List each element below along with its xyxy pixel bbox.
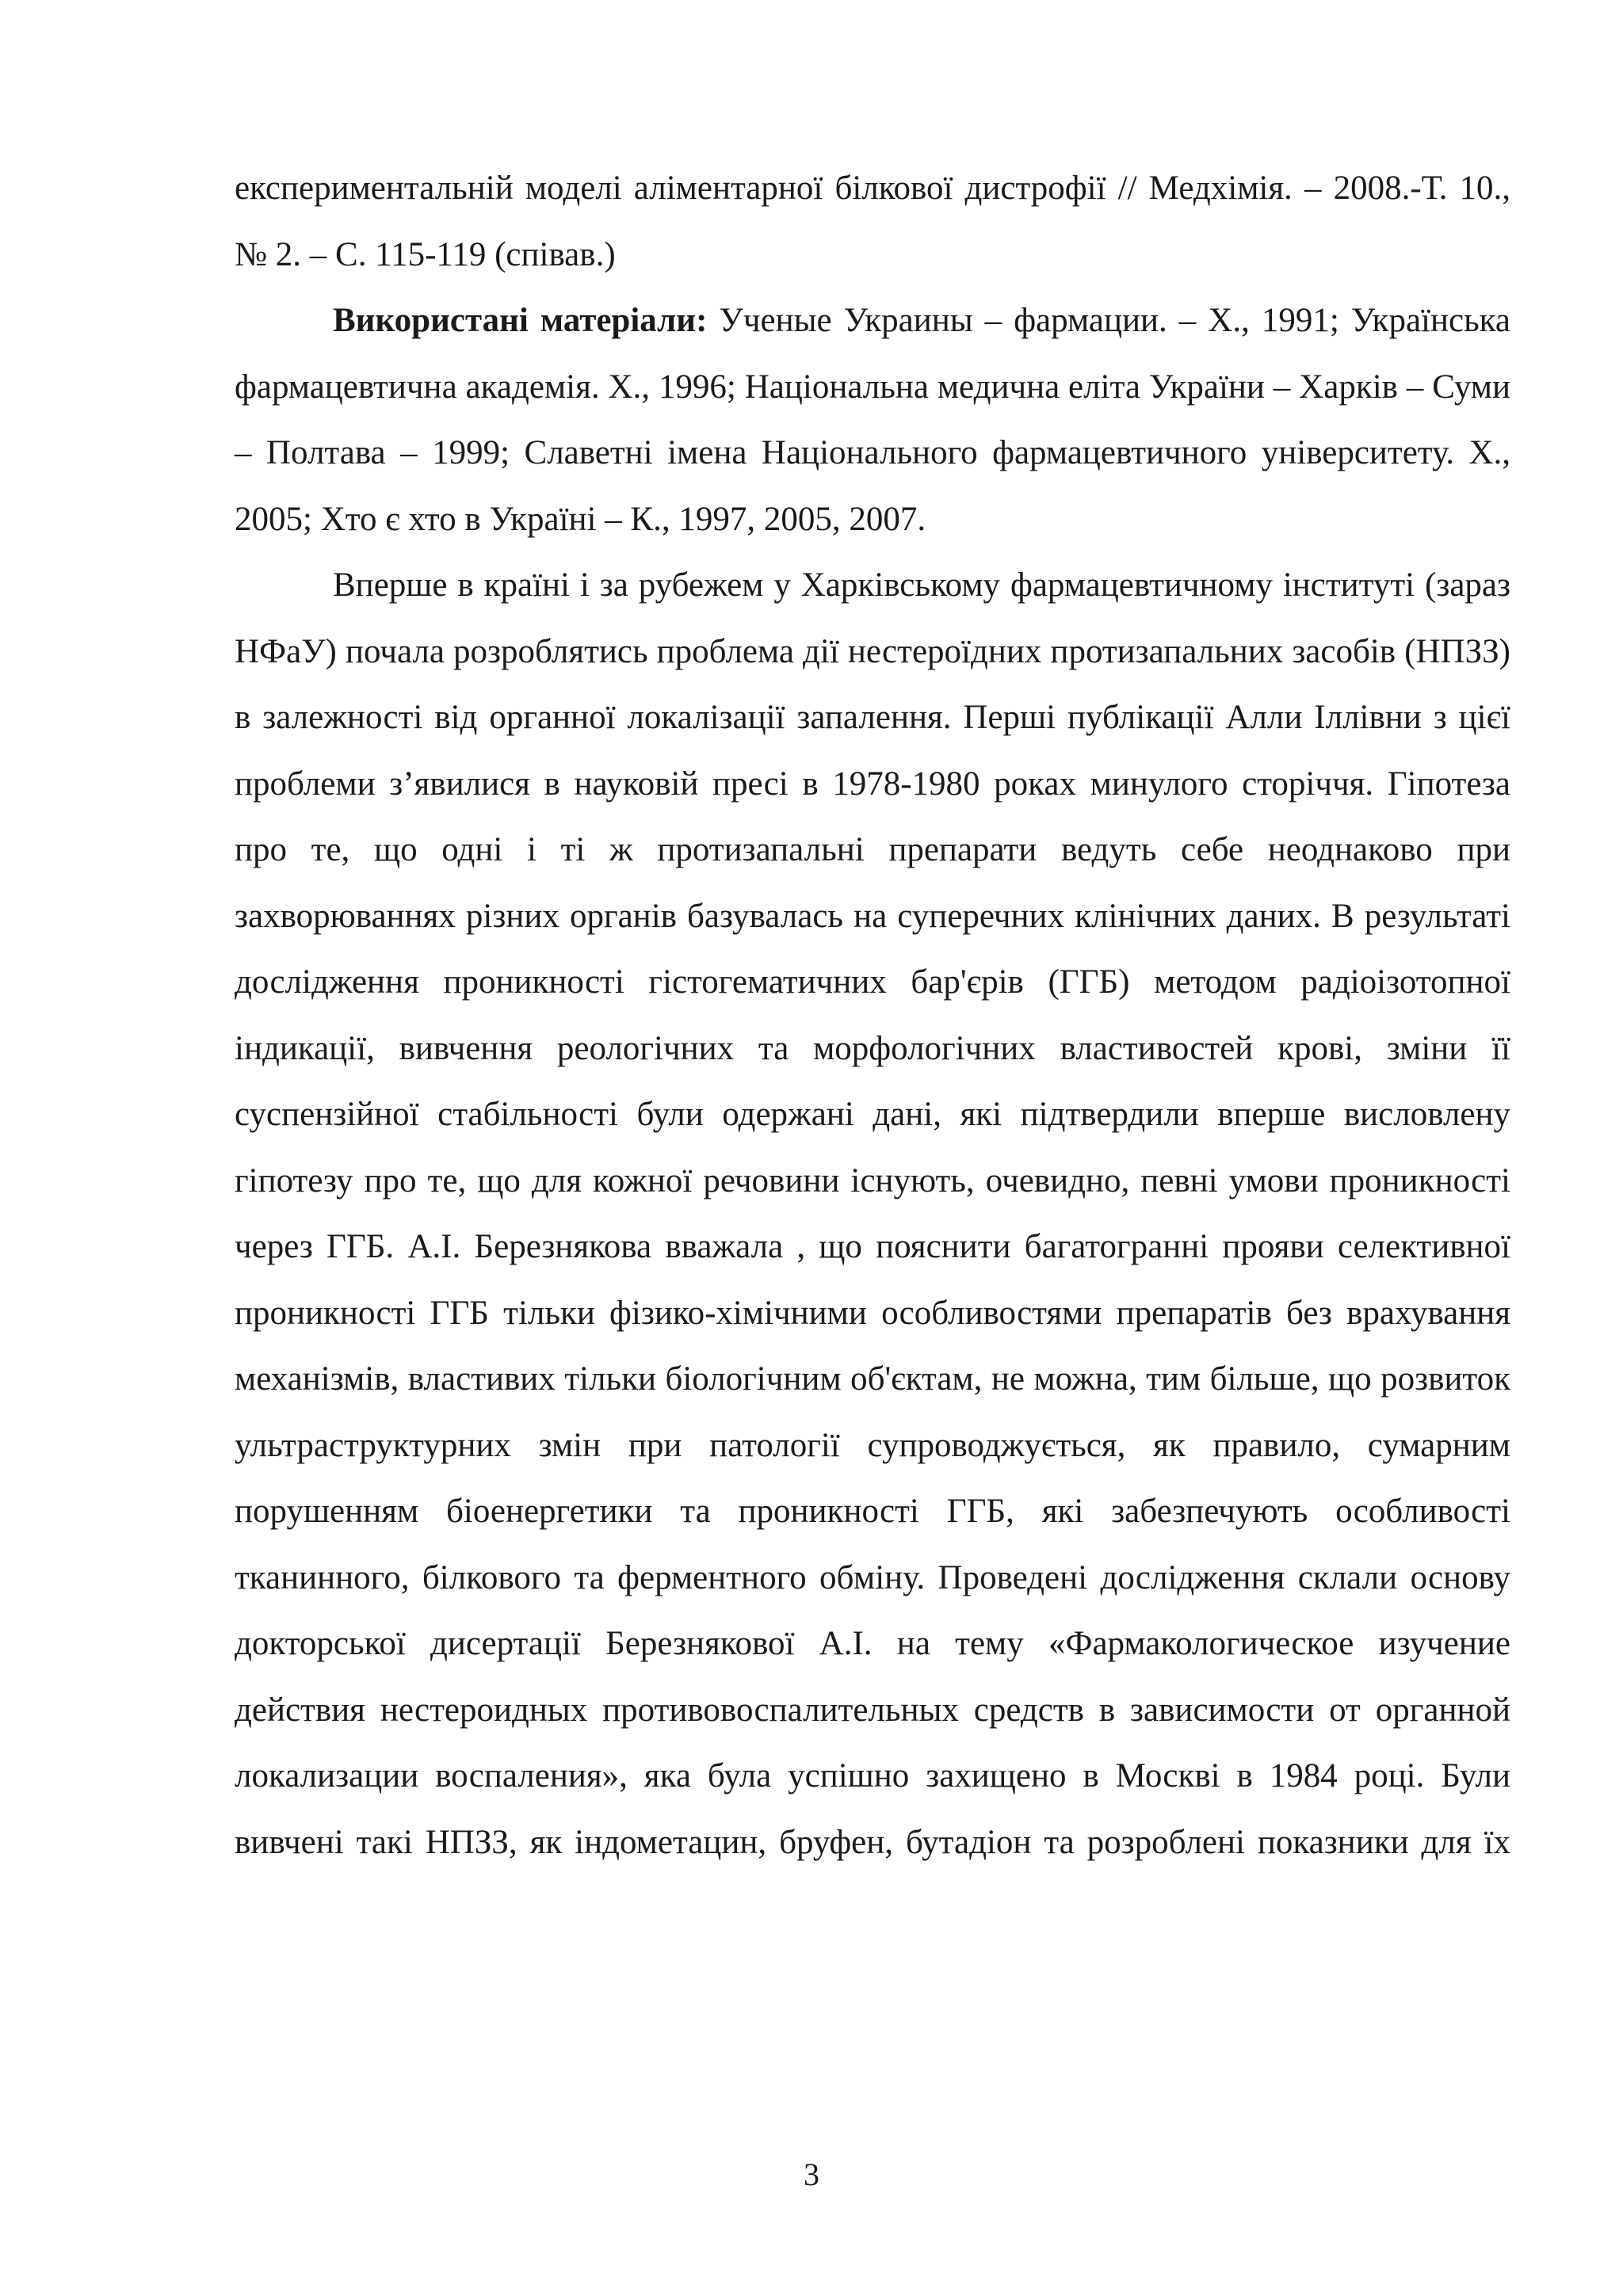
paragraph-sources: [235, 288, 1510, 552]
sources-label: Використані матеріали:: [333, 302, 708, 339]
page-number: 3: [804, 2157, 819, 2192]
document-page: [235, 155, 1510, 1875]
paragraph-reference-continuation: експериментальній моделі аліментарної білкової дистрофії // Медхімія. – 2008.-Т. 10., № 2. – С. 115-119 (співав.): [235, 170, 1510, 273]
paragraph-research: Вперше в країні і за рубежем у Харківському фармацевтичному інституті (зараз НФаУ) почала розроблятись проблема дії нестероїдних протизапальних засобів (НПЗЗ) в залежності від органної локалізації запалення. Перші публікації Алли Іллівни з цієї проблеми з’явилися в науковій пресі в 1978-1980 роках минулого сторіччя. Гіпотеза про те, що одні і ті ж протизапальні препарати ведуть себе неоднаково при захворюваннях різних органів базувалась на суперечних клінічних даних. В результаті дослідження проникності гістогематичних бар'єрів (ГГБ) методом радіоізотопної індикації, вивчення реологічних та морфологічних властивостей крові, зміни її суспензійної стабільності були одержані дані, які підтвердили вперше висловлену гіпотезу про те, що для кожної речовини існують, очевидно, певні умови проникності через ГГБ. А.І. Березнякова вважала , що пояснити багатогранні прояви селективної проникності ГГБ тільки фізико-хімічними особливостями препаратів без врахування механізмів, властивих тільки біологічним об'єктам, не можна, тим більше, що розвиток ультраструктурних змін при патології супроводжується, як правило, сумарним порушенням біоенергетики та проникності ГГБ, які забезпечують особливості тканинного, білкового та ферментного обміну. Проведені дослідження склали основу докторської дисертації Березнякової А.І. на тему «Фармакологическое изучение действия нестероидных противовоспалительных средств в зависимости от органной локализации воспаления», яка була успішно захищено в Москві в 1984 році. Були вивчені такі НПЗЗ, як індометацин, бруфен, бутадіон та розроблені показники для їх: [235, 566, 1510, 1861]
sources-text: Ученые Украины – фармации. – Х., 1991; Українська фармацевтична академія. Х., 1996; Національна медична еліта України – Харків – Суми – Полтава – 1999; Славетні імена Національного фармацевтичного університету. Х., 2005; Хто є хто в Україні – К., 1997, 2005, 2007.: [235, 302, 1511, 538]
